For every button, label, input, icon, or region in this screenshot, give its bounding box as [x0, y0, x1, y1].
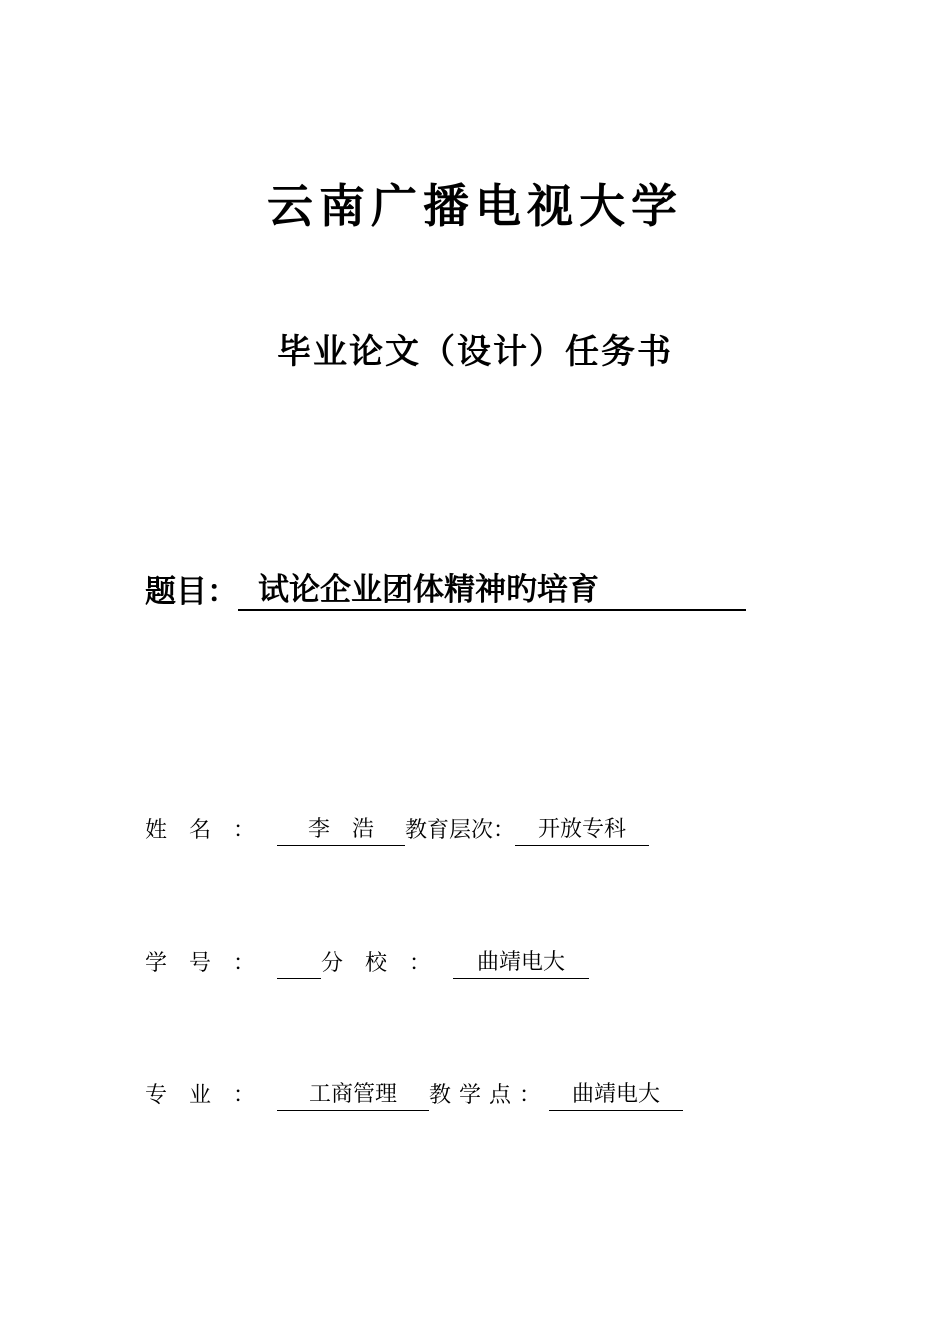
level-label: 教育层次： [405, 818, 516, 843]
major-point-row [145, 1080, 683, 1111]
university-title: 云南广播电视大学 [267, 179, 683, 233]
branch-value: 曲靖电大 [453, 948, 589, 979]
teaching-point-label: 教学点： [429, 1083, 550, 1108]
student-id-value [277, 978, 321, 979]
topic-label: 题目： [145, 574, 238, 610]
major-value: 工商管理 [277, 1080, 429, 1111]
id-branch-row [145, 948, 589, 979]
student-id-label: 学号： [145, 951, 278, 976]
teaching-point-value: 曲靖电大 [549, 1080, 683, 1111]
name-label: 姓名： [145, 818, 278, 843]
topic-value: 试论企业团体精神旳培育 [238, 571, 746, 611]
level-value: 开放专科 [515, 815, 649, 846]
name-level-row [145, 815, 649, 846]
topic-row [145, 566, 746, 611]
major-label: 专业： [145, 1083, 278, 1108]
branch-label: 分校： [321, 951, 454, 976]
document-type-title: 毕业论文（设计）任务书 [277, 332, 673, 372]
name-value: 李浩 [277, 815, 405, 846]
